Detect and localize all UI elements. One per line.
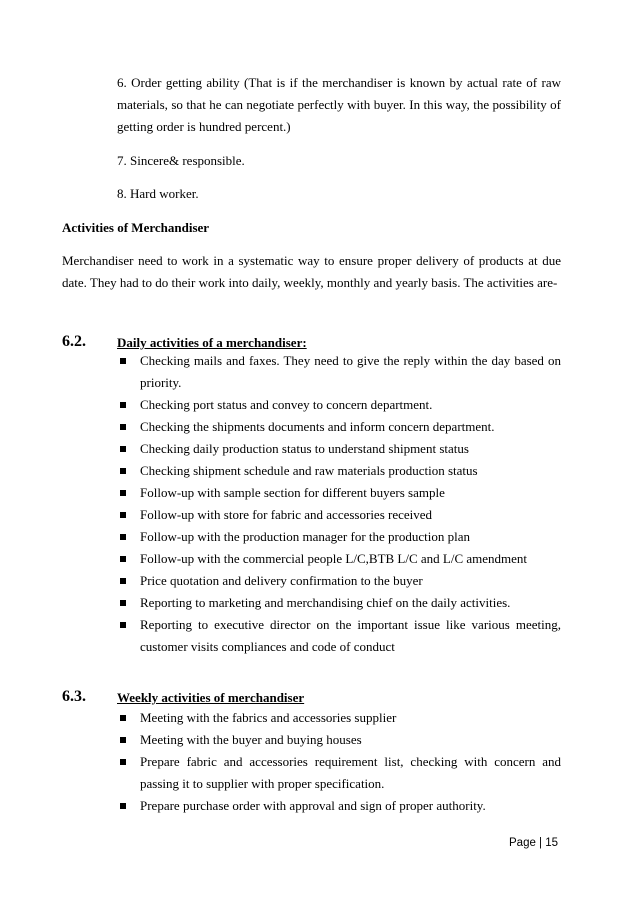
section-62-number: 6.2. (62, 333, 86, 350)
bullet-square-icon (120, 468, 126, 474)
bullet-square-icon (120, 358, 126, 364)
list-item: Checking mails and faxes. They need to give the reply within the day based on priority. (117, 350, 561, 394)
list-item: Prepare fabric and accessories requirement list, checking with concern and passing it to supplier with proper specification. (117, 751, 561, 795)
bullet-square-icon (120, 578, 126, 584)
activities-intro: Merchandiser need to work in a systematic way to ensure proper delivery of products at due date. They had to do their work into daily, weekly, monthly and yearly basis. The activities are- (62, 253, 561, 290)
list-item: Follow-up with the commercial people L/C,BTB L/C and L/C amendment (117, 548, 561, 570)
bullet-square-icon (120, 759, 126, 765)
bullet-square-icon (120, 446, 126, 452)
list-item: Checking port status and convey to concern department. (117, 394, 561, 416)
weekly-activities-list (117, 707, 561, 817)
list-item: Meeting with the buyer and buying houses (117, 729, 561, 751)
list-item: Checking the shipments documents and inform concern department. (117, 416, 561, 438)
list-item: Checking daily production status to understand shipment status (117, 438, 561, 460)
bullet-square-icon (120, 402, 126, 408)
list-item: Price quotation and delivery confirmation to the buyer (117, 570, 561, 592)
bullet-square-icon (120, 715, 126, 721)
quality-item-7: 7. Sincere& responsible. (117, 153, 245, 168)
bullet-square-icon (120, 803, 126, 809)
bullet-square-icon (120, 622, 126, 628)
quality-item-6: 6. Order getting ability (That is if the merchandiser is known by actual rate of raw materials, so that he can negotiate perfectly with buyer. In this way, the possibility of getting order is hundred percent.) (117, 75, 561, 134)
list-item: Follow-up with store for fabric and accessories received (117, 504, 561, 526)
section-63-number: 6.3. (62, 688, 86, 705)
bullet-square-icon (120, 737, 126, 743)
daily-activities-list (117, 350, 561, 658)
bullet-square-icon (120, 490, 126, 496)
bullet-square-icon (120, 600, 126, 606)
page-number: Page | 15 (509, 837, 559, 849)
bullet-square-icon (120, 512, 126, 518)
bullet-square-icon (120, 556, 126, 562)
activities-heading: Activities of Merchandiser (62, 220, 210, 235)
list-item: Reporting to executive director on the important issue like various meeting, customer visits compliances and code of conduct (117, 614, 561, 658)
list-item: Prepare purchase order with approval and sign of proper authority. (117, 795, 561, 817)
list-item: Reporting to marketing and merchandising chief on the daily activities. (117, 592, 561, 614)
section-63-title: Weekly activities of merchandiser (117, 690, 305, 705)
section-62-title: Daily activities of a merchandiser: (117, 335, 307, 350)
list-item: Meeting with the fabrics and accessories supplier (117, 707, 561, 729)
list-item: Checking shipment schedule and raw materials production status (117, 460, 561, 482)
quality-item-8: 8. Hard worker. (117, 186, 199, 201)
bullet-square-icon (120, 424, 126, 430)
bullet-square-icon (120, 534, 126, 540)
list-item: Follow-up with the production manager for the production plan (117, 526, 561, 548)
list-item: Follow-up with sample section for different buyers sample (117, 482, 561, 504)
